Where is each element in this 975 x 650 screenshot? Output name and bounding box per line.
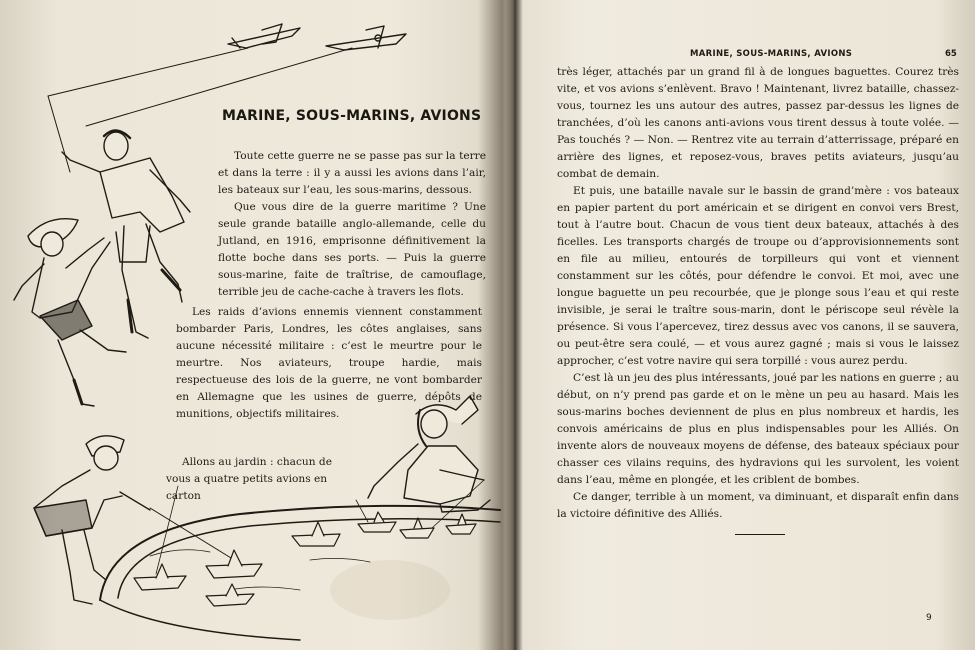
left-paragraph-1: Toute cette guerre ne se passe pas sur la terre et dans la terre : il y a aussi les avions dans l’air, les bateaux sur l’eau, les sous-marins, dessous.: [218, 150, 486, 196]
right-paragraph-1: très léger, attachés par un grand fil à de longues baguettes. Courez très vite, et vos avions s’enlèvent. Bravo ! Maintenant, livrez bataille, chassez-vous, tournez les uns autour des autres, passez par-dessus les lignes de tranchées, d’où les canons anti-avions vous tirent dessus à toute volée. — Pas touchés ? — Non. — Rentrez vite au terrain d’atterrissage, préparé en arrière des lignes, et reposez-vous, braves petits aviateurs, jusqu’au combat de demain.: [557, 66, 959, 180]
running-head: MARINE, SOUS-MARINS, AVIONS: [690, 49, 853, 59]
chapter-title: MARINE, SOUS-MARINS, AVIONS: [222, 108, 482, 124]
end-rule-divider: [735, 534, 785, 535]
page-number-top: 65: [945, 49, 957, 59]
right-paragraph-3: C’est là un jeu des plus intéressants, joué par les nations en guerre ; au début, on n’y prend pas garde et on le mène un peu au hasard. Mais les sous-marins boches deviennent de plus en plus nombreux et hardis, les convois américains de plus en plus indispensables pour les Alliés. On invente alors de nouveaux moyens de défense, des bateaux spéciaux pour chasser ces vilains requins, des hydravions qui les survolent, les voient dans l’eau, même en plongée, et les criblent de bombes.: [557, 372, 959, 486]
paper-airplane-right: [326, 26, 406, 50]
paper-boat: [134, 512, 476, 606]
left-text-block-3: [166, 454, 354, 505]
right-paragraph-4: Ce danger, terrible à un moment, va diminuant, et disparaît enfin dans la victoire définitive des Alliés.: [557, 491, 959, 520]
left-text-block-1: [218, 148, 486, 301]
left-text-block-2: [176, 304, 482, 423]
girl-with-hat-figure: [14, 219, 126, 406]
left-paragraph-2: Que vous dire de la guerre maritime ? Une seule grande bataille anglo-allemande, celle du Jutland, en 1916, emprisonne définitivement la flotte boche dans ses ports. — Puis la guerre sous-marine, faite de traîtrise, de camouflage, terrible jeu de cache-cache à travers les flots.: [218, 201, 486, 298]
page-number-bottom: 9: [926, 613, 932, 623]
right-paragraph-2: Et puis, une bataille navale sur le bassin de grand’mère : vos bateaux en papier partent du port américain et se dirigent en convoi vers Brest, tout à l’autre bout. Chacun de vous tient deux bateaux, attachés à des ficelles. Les transports chargés de troupe ou d’approvisionnements sont en file au milieu, entourés de torpilleurs qui vont et viennent constamment sur les côtés, pour défendre le convoi. Et moi, avec une longue baguette un peu recourbée, que je plonge sous l’eau et qui reste invisible, je serai le traître sous-marin, dont le périscope seul révèle la présence. Si vous l’apercevez, tirez dessus avec vos canons, il se sauvera, ou peut-être sera coulé, — et vous aurez gagné ; mais si vous le laissez approcher, c’est votre navire qui sera torpillé : vous aurez perdu.: [557, 185, 959, 367]
left-paragraph-4: Allons au jardin : chacun de vous a quatre petits avions en carton: [166, 456, 332, 502]
left-paragraph-3: Les raids d’avions ennemis viennent constamment bombarder Paris, Londres, les côtes anglaises, sans aucune nécessité militaire : c’est le meurtre pour le meurtre. Nos aviateurs, troupe hardie, mais respectueuse des lois de la guerre, ne vont bombarder en Allemagne que les usines de guerre, dépôts de munitions, objectifs militaires.: [176, 306, 482, 420]
right-text-body: [557, 64, 959, 523]
paper-airplane-left: [228, 24, 300, 48]
